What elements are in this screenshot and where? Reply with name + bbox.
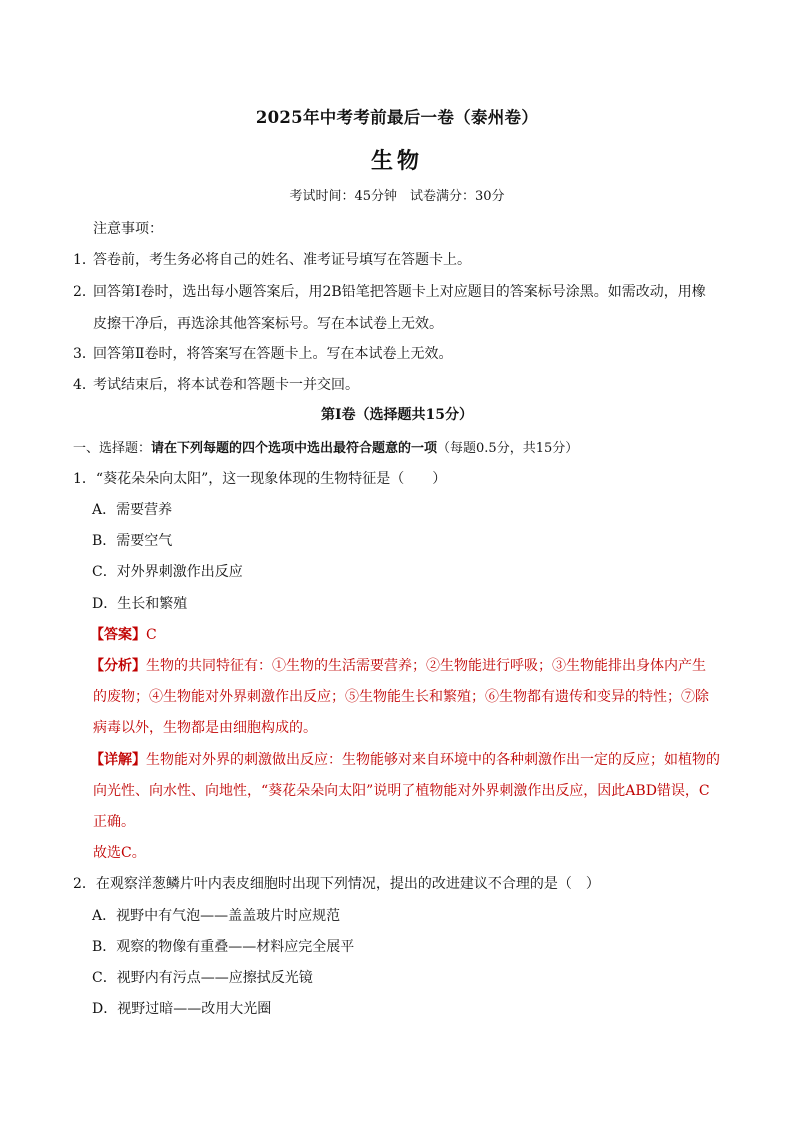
question-stem: 1．“葵花朵朵向太阳”，这一现象体现的生物特征是（ ）	[73, 471, 447, 487]
analysis-label: 【分析】	[90, 658, 146, 674]
notice-heading: 注意事项：	[93, 221, 163, 237]
answer-label: 【答案】	[90, 627, 146, 643]
answer-line	[90, 624, 157, 644]
exam-meta: 考试时间：45分钟 试卷满分：30分	[289, 189, 505, 204]
option-a: A．需要营养	[92, 502, 173, 518]
detail-label: 【详解】	[90, 752, 146, 768]
notice-item-number: 4．	[73, 377, 96, 393]
conclusion-line: 故选C。	[93, 845, 146, 861]
option-d: D．视野过暗——改用大光圈	[92, 1001, 272, 1017]
notice-item-number: 3．	[73, 346, 96, 362]
analysis-line	[90, 655, 706, 675]
section-title: 第Ⅰ卷（选择题共15分）	[320, 407, 474, 423]
option-a: A．视野中有气泡——盖盖玻片时应规范	[92, 908, 341, 924]
notice-item-text: 回答第Ⅱ卷时，将答案写在答题卡上。写在本试卷上无效。	[93, 346, 453, 362]
notice-item	[73, 343, 453, 363]
detail-line: 正确。	[93, 814, 135, 830]
answer-value: C	[146, 627, 157, 643]
notice-item-text: 考试结束后，将本试卷和答题卡一并交回。	[93, 377, 359, 393]
notice-item-continuation: 皮擦干净后，再选涂其他答案标号。写在本试卷上无效。	[93, 316, 443, 332]
notice-item-text: 回答第Ⅰ卷时，选出每小题答案后，用2B铅笔把答题卡上对应题目的答案标号涂黑。如需改动，用橡	[93, 284, 706, 300]
instruction-prefix: 一、选择题：	[73, 441, 152, 456]
exam-title: 2025年中考考前最后一卷（泰州卷）	[255, 108, 539, 127]
option-c: C．视野内有污点——应擦拭反光镜	[92, 970, 313, 986]
detail-text: 生物能对外界的刺激做出反应：生物能够对来自环境中的各种刺激作出一定的反应；如植物的	[146, 752, 720, 768]
option-b: B．观察的物像有重叠——材料应完全展平	[92, 939, 355, 955]
analysis-line: 病毒以外，生物都是由细胞构成的。	[93, 720, 317, 736]
instruction-emphasis: 请在下列每题的四个选项中选出最符合题意的一项	[151, 441, 438, 456]
notice-item-number: 2．	[73, 284, 96, 300]
subject-title: 生物	[370, 148, 423, 174]
analysis-text: 生物的共同特征有：①生物的生活需要营养；②生物能进行呼吸；③生物能排出身体内产生	[146, 658, 706, 674]
option-d: D．生长和繁殖	[92, 596, 188, 612]
question-stem: 2．在观察洋葱鳞片叶内表皮细胞时出现下列情况，提出的改进建议不合理的是（ ）	[73, 876, 600, 892]
notice-item-text: 答卷前，考生务必将自己的姓名、准考证号填写在答题卡上。	[93, 252, 471, 268]
notice-item	[73, 374, 359, 394]
option-b: B．需要空气	[92, 533, 173, 549]
notice-item	[73, 249, 471, 269]
section-instruction	[73, 437, 578, 456]
option-c: C．对外界刺激作出反应	[92, 564, 243, 580]
analysis-line: 的废物；④生物能对外界刺激作出反应；⑤生物能生长和繁殖；⑥生物都有遗传和变异的特性；⑦除	[93, 689, 709, 705]
notice-item	[73, 281, 706, 301]
instruction-suffix: （每题0.5分，共15分）	[437, 441, 579, 456]
notice-item-number: 1．	[73, 252, 96, 268]
detail-line: 向光性、向水性、向地性，“葵花朵朵向太阳”说明了植物能对外界刺激作出反应，因此ABD错误，C	[93, 783, 710, 799]
detail-line	[90, 749, 720, 769]
